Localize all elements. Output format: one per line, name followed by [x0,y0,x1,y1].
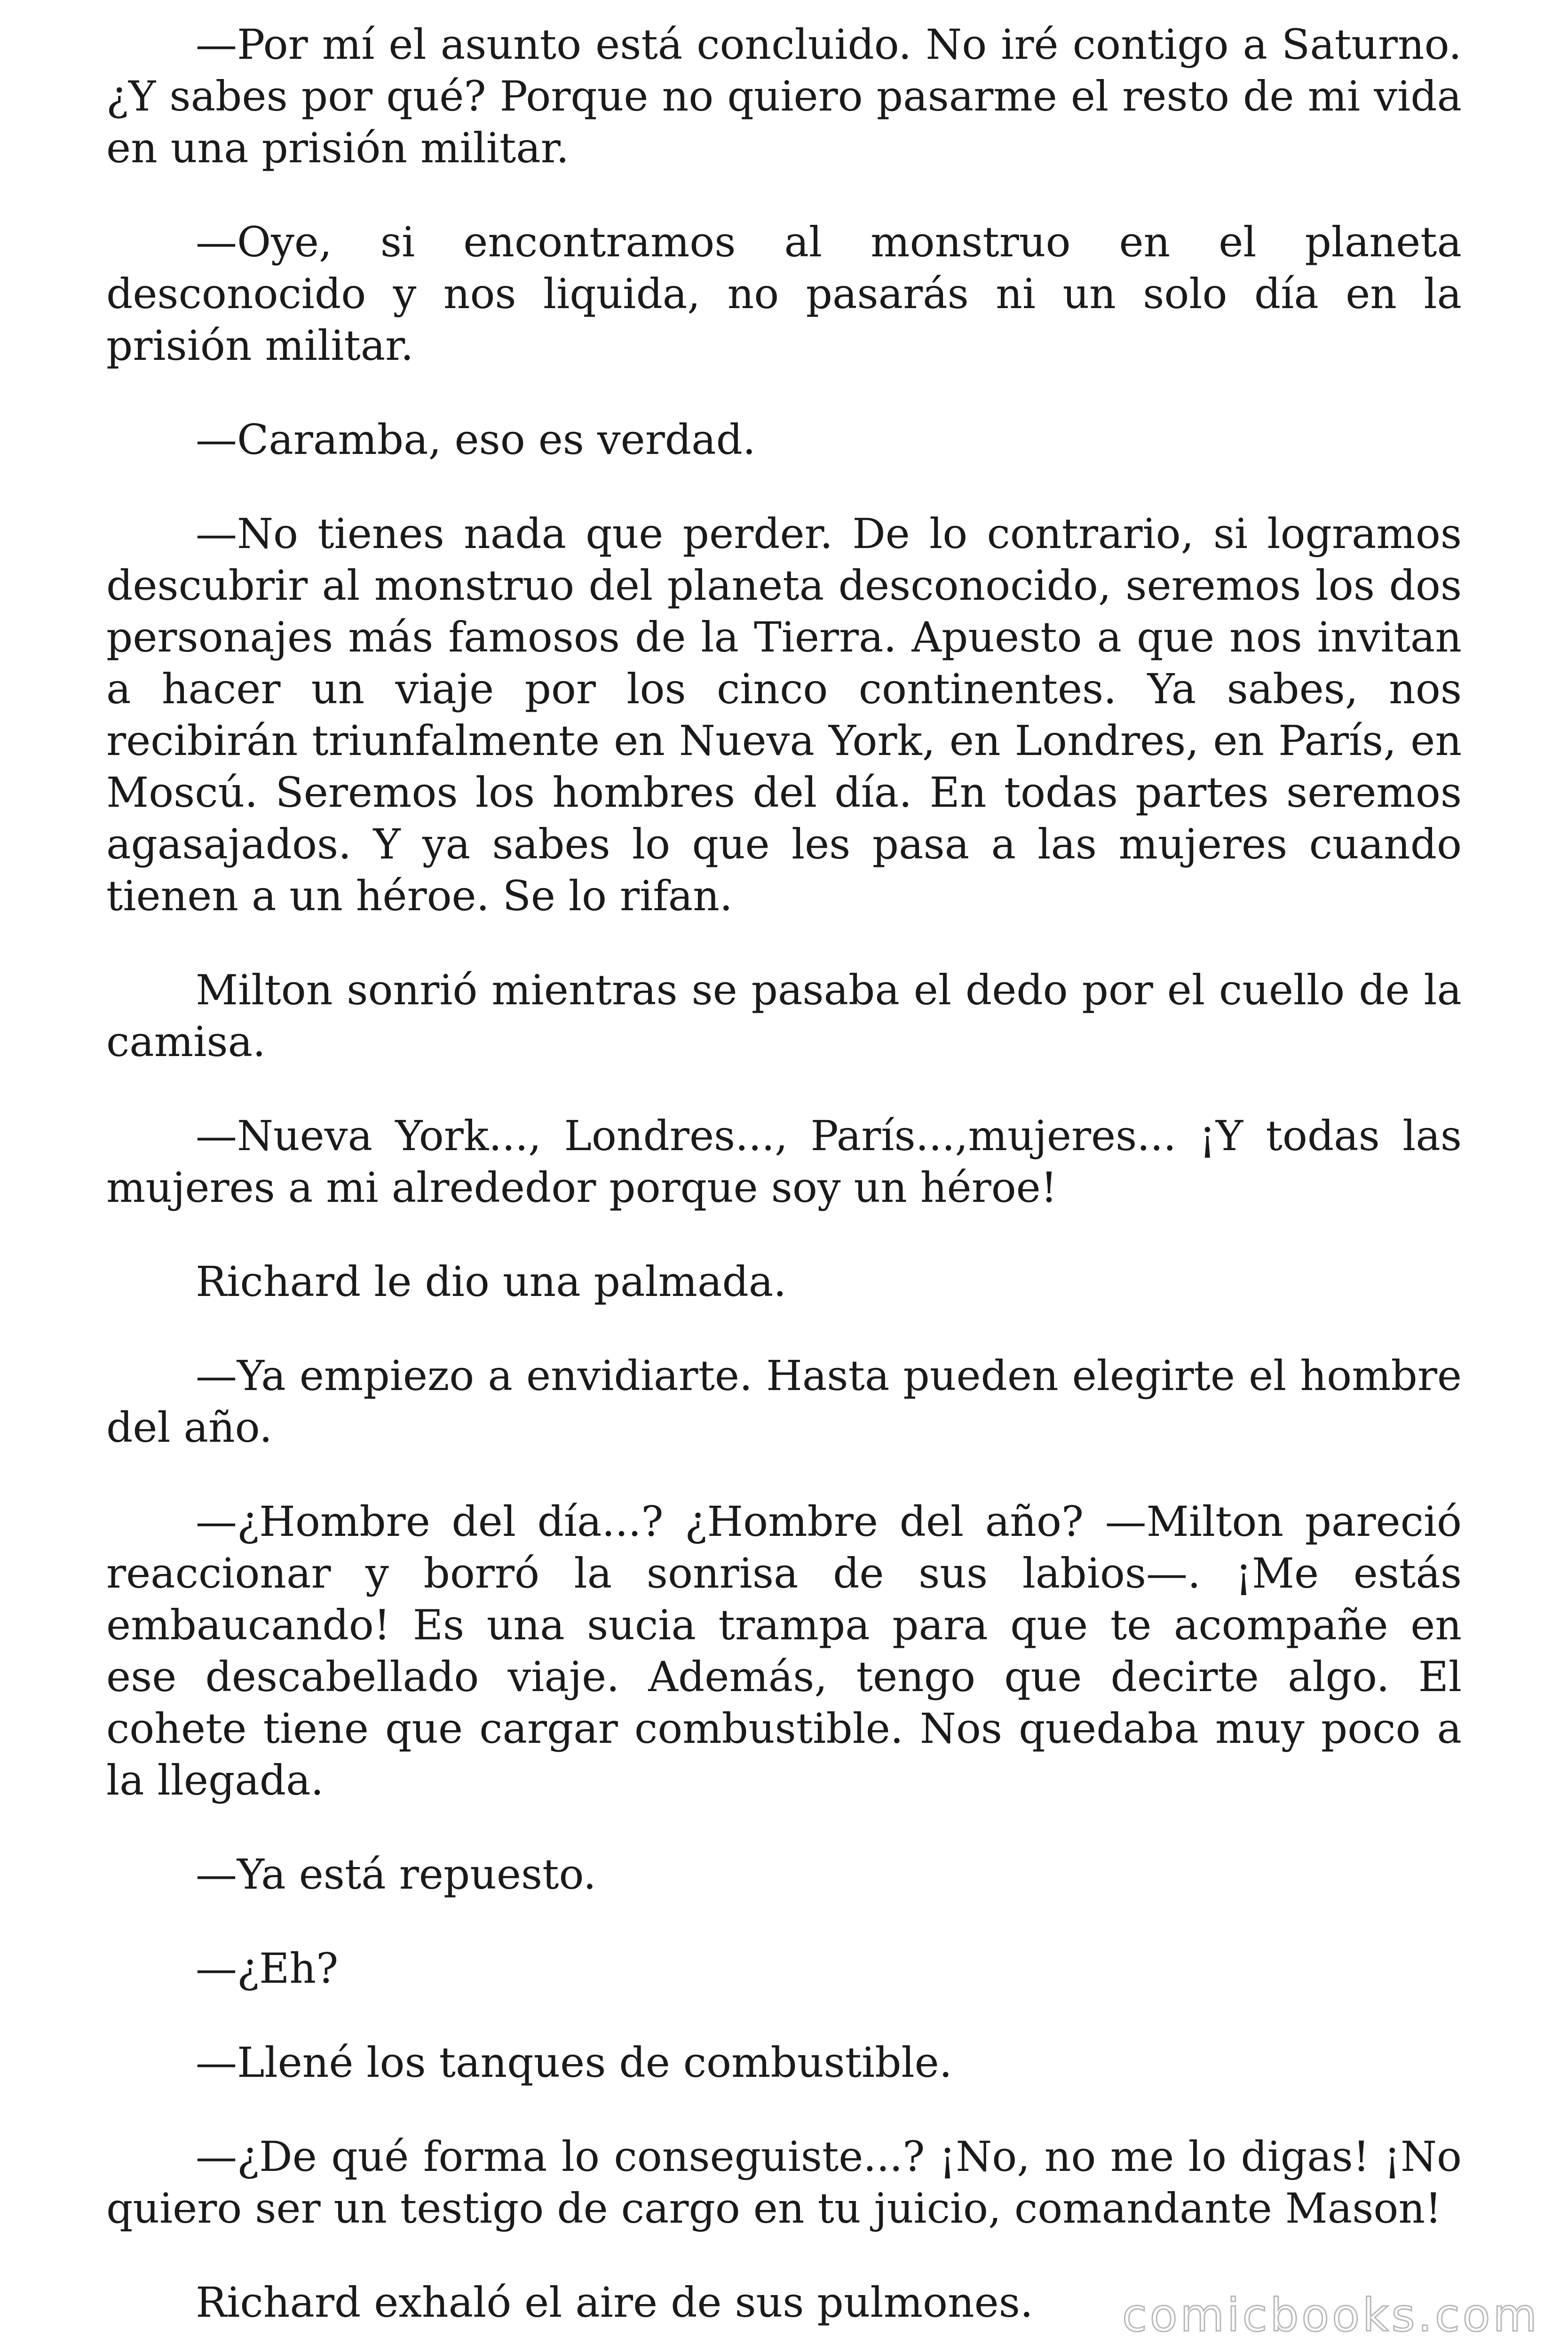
paragraph: —¿Hombre del día...? ¿Hombre del año? —Milton pareció reaccionar y borró la sonrisa de sus labios—. ¡Me estás embaucando! Es una sucia trampa para que te acompañe en ese descabellado viaje. Además, tengo que decirte algo. El cohete tiene que cargar combustible. Nos quedaba muy poco a la llegada. [106,1497,1462,1804]
paragraph: —Ya empiezo a envidiarte. Hasta pueden elegirte el hombre del año. [106,1351,1462,1452]
paragraph: —Caramba, eso es verdad. [196,415,756,464]
paragraph: —¿De qué forma lo conseguiste...? ¡No, no me lo digas! ¡No quiero ser un testigo de cargo en tu juicio, comandante Mason! [106,2132,1462,2233]
paragraph: —Nueva York..., Londres..., París...,mujeres... ¡Y todas las mujeres a mi alrededor porque soy un héroe! [106,1112,1462,1212]
paragraph: —Por mí el asunto está concluido. No iré contigo a Saturno. ¿Y sabes por qué? Porque no quiero pasarme el resto de mi vida en una prisión militar. [106,20,1462,172]
paragraph: Milton sonrió mientras se pasaba el dedo por el cuello de la camisa. [106,966,1462,1066]
book-page [106,19,1462,2352]
paragraph: —Oye, si encontramos al monstruo en el planeta desconocido y nos liquida, no pasarás ni un solo día en la prisión militar. [106,218,1462,370]
paragraph: —No tienes nada que perder. De lo contrario, si logramos descubrir al monstruo del planeta desconocido, seremos los dos personajes más famosos de la Tierra. Apuesto a que nos invitan a hacer un viaje por los cinco continentes. Ya sabes, nos recibirán triunfalmente en Nueva York, en Londres, en París, en Moscú. Seremos los hombres del día. En todas partes seremos agasajados. Y ya sabes lo que les pasa a las mujeres cuando tienen a un héroe. Se lo rifan. [106,509,1462,920]
paragraph: —Llené los tanques de combustible. [196,2038,952,2087]
paragraph: Richard exhaló el aire de sus pulmones. [196,2278,1033,2327]
paragraph: —¿Eh? [196,1944,339,1993]
watermark: comicbooks.com [1122,2289,1540,2342]
paragraph: Richard le dio una palmada. [196,1257,787,1306]
paragraph: —Ya está repuesto. [196,1850,596,1899]
